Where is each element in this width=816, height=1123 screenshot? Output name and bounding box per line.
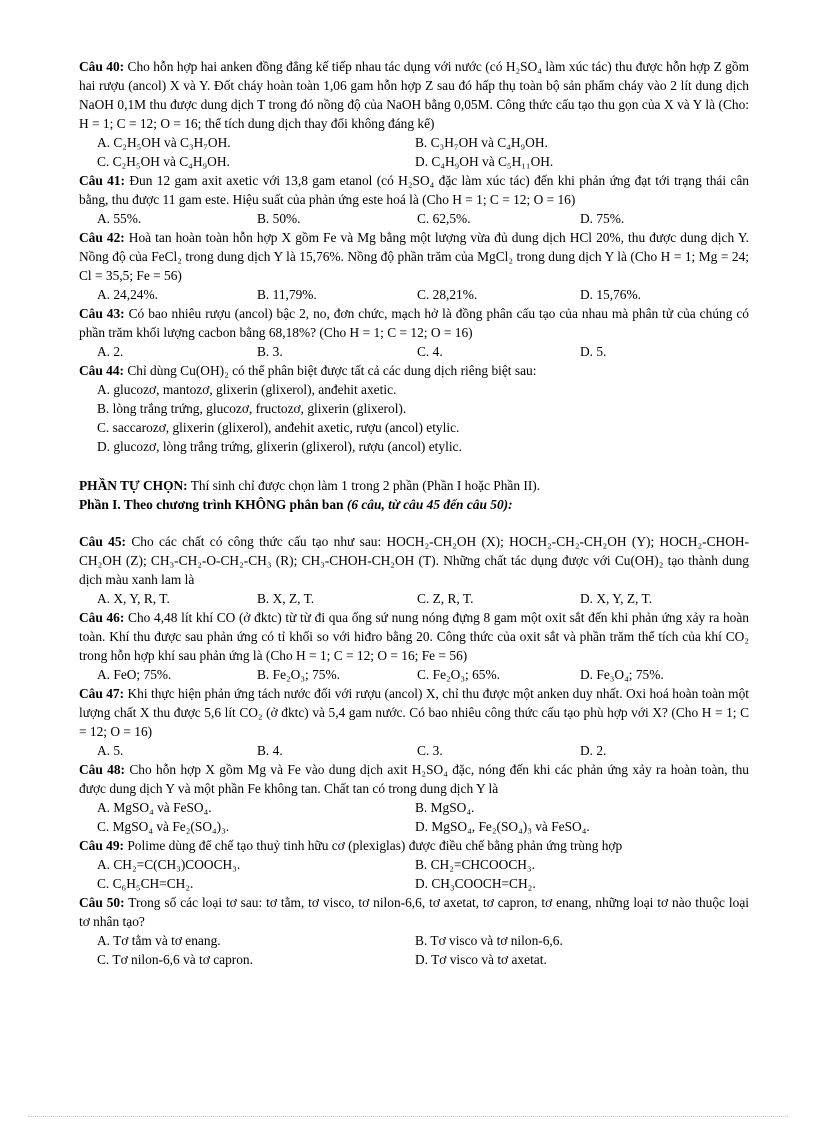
question-text: Hoà tan hoàn toàn hỗn hợp X gồm Fe và Mg bằng một lượng vừa đủ dung dịch HCl 20%, thu được dung dịch Y. Nồng độ của FeCl₂ trong dung dịch Y là 15,76%. Nồng độ phần trăm của MgCl₂ trong dung dịch Y là (Cho H = 1; Mg = 24; Cl = 35,5; Fe = 56) (79, 230, 749, 283)
answer-options (79, 931, 749, 969)
option-b[interactable]: B. CH₂=CHCOOCH₃. (415, 857, 535, 872)
footer-divider (28, 1116, 788, 1117)
option-a[interactable]: A. Tơ tằm và tơ enang. (97, 933, 221, 948)
question-49 (79, 836, 749, 893)
exam-page (79, 57, 749, 969)
option-a[interactable]: A. 24,24%. (97, 287, 158, 302)
question-number: Câu 41: (79, 173, 126, 188)
answer-options (79, 589, 749, 608)
option-d[interactable]: D. glucozơ, lòng trắng trứng, glixerin (glixerol), rượu (ancol) etylic. (97, 439, 462, 454)
option-a[interactable]: A. 55%. (97, 211, 142, 226)
question-46 (79, 608, 749, 684)
question-number: Câu 49: (79, 838, 125, 853)
answer-options (79, 665, 749, 684)
question-text: Cho hỗn hợp hai anken đồng đẳng kế tiếp nhau tác dụng với nước (có H₂SO₄ làm xúc tác) thu được hỗn hợp Z gồm hai rượu (ancol) X và Y. Đốt cháy hoàn toàn 1,06 gam hỗn hợp Z sau đó hấp thụ toàn bộ sản phẩm cháy vào 2 lít dung dịch NaOH 0,1M thu được dung dịch T trong đó nồng độ của NaOH bằng 0,05M. Công thức cấu tạo thu gọn của X và Y là (Cho: H = 1; C = 12; O = 16; thể tích dung dịch thay đổi không đáng kể) (79, 59, 749, 131)
option-d[interactable]: D. 5. (580, 344, 607, 359)
answer-options (79, 855, 749, 893)
question-47 (79, 684, 749, 760)
option-a[interactable]: A. C₂H₅OH và C₃H₇OH. (97, 135, 231, 150)
question-number: Câu 42: (79, 230, 125, 245)
question-number: Câu 50: (79, 895, 125, 910)
question-text: Cho các chất có công thức cấu tạo như sau: HOCH₂-CH₂OH (X); HOCH₂-CH₂-CH₂OH (Y); HOCH₂-CHOH-CH₂OH (Z); CH₃-CH₂-O-CH₂-CH₃ (R); CH₃-CHOH-CH₂OH (T). Những chất tác dụng được với Cu(OH)₂ tạo thành dung dịch màu xanh lam là (79, 534, 750, 587)
question-text: Trong số các loại tơ sau: tơ tằm, tơ visco, tơ nilon-6,6, tơ axetat, tơ capron, tơ enang, những loại tơ nào thuộc loại tơ nhân tạo? (79, 895, 749, 929)
option-a[interactable]: A. MgSO₄ và FeSO₄. (97, 800, 212, 815)
option-d[interactable]: D. 15,76%. (580, 287, 641, 302)
question-44 (79, 361, 749, 456)
optional-section-heading (79, 476, 749, 495)
option-b[interactable]: B. lòng trắng trứng, glucozơ, fructozơ, glixerin (glixerol). (97, 401, 407, 416)
option-c[interactable]: C. Tơ nilon-6,6 và tơ capron. (97, 952, 253, 967)
option-c[interactable]: C. MgSO₄ và Fe₂(SO₄)₃. (97, 819, 230, 834)
option-c[interactable]: C. Z, R, T. (417, 591, 474, 606)
part-1-note: (6 câu, từ câu 45 đến câu 50): (346, 497, 513, 512)
answer-options (79, 209, 749, 228)
section-title: PHẦN TỰ CHỌN: (79, 478, 188, 493)
question-41 (79, 171, 749, 228)
option-d[interactable]: D. 2. (580, 743, 607, 758)
option-b[interactable]: B. 11,79%. (257, 287, 317, 302)
option-d[interactable]: D. C₄H₉OH và C₅H₁₁OH. (415, 154, 554, 169)
question-text: Polime dùng để chế tạo thuỷ tinh hữu cơ (plexiglas) được điều chế bằng phản ứng trùng hợp (124, 838, 623, 853)
option-c[interactable]: C. C₆H₅CH=CH₂. (97, 876, 194, 891)
section-instruction: Thí sinh chỉ được chọn làm 1 trong 2 phần (Phần I hoặc Phần II). (187, 478, 541, 493)
question-number: Câu 40: (79, 59, 125, 74)
option-b[interactable]: B. MgSO₄. (415, 800, 475, 815)
option-a[interactable]: A. glucozơ, mantozơ, glixerin (glixerol), anđehit axetic. (97, 382, 397, 397)
option-d[interactable]: D. 75%. (580, 211, 625, 226)
option-a[interactable]: A. 5. (97, 743, 124, 758)
answer-options (79, 342, 749, 361)
part-1-title: Phần I. Theo chương trình KHÔNG phân ban (79, 497, 347, 512)
question-number: Câu 46: (79, 610, 125, 625)
option-b[interactable]: B. 3. (257, 344, 283, 359)
question-43 (79, 304, 749, 361)
question-number: Câu 47: (79, 686, 125, 701)
option-c[interactable]: C. saccarozơ, glixerin (glixerol), anđehit axetic, rượu (ancol) etylic. (97, 420, 460, 435)
option-d[interactable]: D. MgSO₄, Fe₂(SO₄)₃ và FeSO₄. (415, 819, 590, 834)
question-number: Câu 48: (79, 762, 126, 777)
answer-options (79, 741, 749, 760)
answer-options (79, 798, 749, 836)
question-text: Khi thực hiện phản ứng tách nước đối với rượu (ancol) X, chỉ thu được một anken duy nhất. Oxi hoá hoàn toàn một lượng chất X thu được 5,6 lít CO₂ (ở đktc) và 5,4 gam nước. Có bao nhiêu công thức cấu tạo phù hợp với X? (Cho H = 1; C = 12; O = 16) (79, 686, 750, 739)
question-48 (79, 760, 749, 836)
option-a[interactable]: A. 2. (97, 344, 124, 359)
option-c[interactable]: C. Fe₂O₃; 65%. (417, 667, 500, 682)
option-d[interactable]: D. Fe₃O₄; 75%. (580, 667, 664, 682)
option-b[interactable]: B. Fe₂O₃; 75%. (257, 667, 340, 682)
option-c[interactable]: C. 62,5%. (417, 211, 471, 226)
option-d[interactable]: D. X, Y, Z, T. (580, 591, 653, 606)
question-text: Có bao nhiêu rượu (ancol) bậc 2, no, đơn chức, mạch hở là đồng phân cấu tạo của nhau mà phân tử của chúng có phần trăm khối lượng cacbon bằng 68,18%? (Cho H = 1; C = 12; O = 16) (79, 306, 750, 340)
question-40 (79, 57, 749, 171)
question-text: Đun 12 gam axit axetic với 13,8 gam etanol (có H₂SO₄ đặc làm xúc tác) đến khi phản ứng đạt tới trạng thái cân bằng, thu được 11 gam este. Hiệu suất của phản ứng este hoá là (Cho H = 1; C = 12; O = 16) (79, 173, 750, 207)
question-45 (79, 532, 749, 608)
option-a[interactable]: A. X, Y, R, T. (97, 591, 170, 606)
part-1-heading (79, 495, 749, 514)
answer-options (79, 133, 749, 171)
option-b[interactable]: B. 4. (257, 743, 283, 758)
option-b[interactable]: B. X, Z, T. (257, 591, 315, 606)
answer-options (79, 380, 749, 456)
option-b[interactable]: B. Tơ visco và tơ nilon-6,6. (415, 933, 563, 948)
answer-options (79, 285, 749, 304)
option-d[interactable]: D. Tơ visco và tơ axetat. (415, 952, 547, 967)
option-c[interactable]: C. 4. (417, 344, 443, 359)
question-text: Chỉ dùng Cu(OH)₂ có thể phân biệt được tất cả các dung dịch riêng biệt sau: (124, 363, 537, 378)
question-number: Câu 45: (79, 534, 126, 549)
question-number: Câu 43: (79, 306, 125, 321)
question-text: Cho hỗn hợp X gồm Mg và Fe vào dung dịch axit H₂SO₄ đặc, nóng đến khi các phản ứng xảy ra hoàn toàn, thu được dung dịch Y và một phần Fe không tan. Chất tan có trong dung dịch Y là (79, 762, 749, 796)
option-d[interactable]: D. CH₃COOCH=CH₂. (415, 876, 536, 891)
question-text: Cho 4,48 lít khí CO (ở đktc) từ từ đi qua ống sứ nung nóng đựng 8 gam một oxit sắt đến khi phản ứng xảy ra hoàn toàn. Khí thu được sau phản ứng có tỉ khối so với hiđro bằng 20. Công thức của oxit sắt và phần trăm thể tích của khí CO₂ trong hỗn hợp khí sau phản ứng là (Cho H = 1; C = 12; O = 16; Fe = 56) (79, 610, 750, 663)
question-50 (79, 893, 749, 969)
option-c[interactable]: C. 3. (417, 743, 443, 758)
option-c[interactable]: C. C₂H₅OH và C₄H₉OH. (97, 154, 230, 169)
option-a[interactable]: A. FeO; 75%. (97, 667, 172, 682)
option-a[interactable]: A. CH₂=C(CH₃)COOCH₃. (97, 857, 241, 872)
question-number: Câu 44: (79, 363, 125, 378)
option-b[interactable]: B. 50%. (257, 211, 301, 226)
question-42 (79, 228, 749, 304)
option-c[interactable]: C. 28,21%. (417, 287, 478, 302)
option-b[interactable]: B. C₃H₇OH và C₄H₉OH. (415, 135, 548, 150)
